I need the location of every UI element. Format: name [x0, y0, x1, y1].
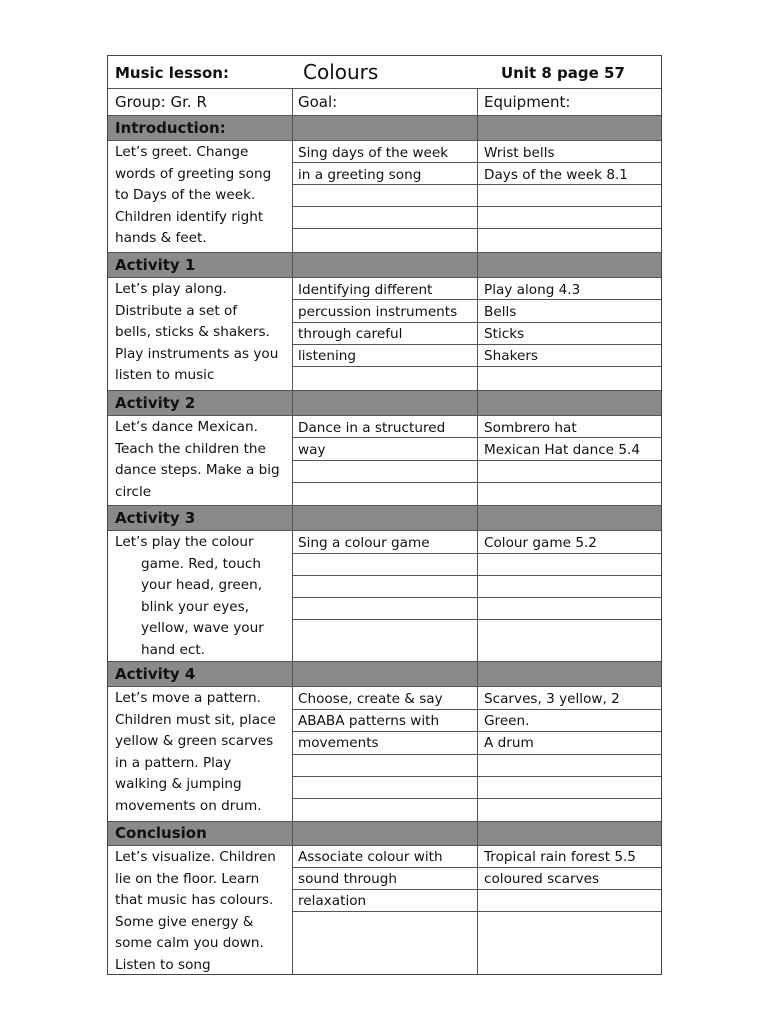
goal-line: in a greeting song — [298, 167, 422, 183]
equipment-line: Wrist bells — [484, 145, 555, 161]
section-description — [115, 279, 293, 387]
row-divider — [108, 88, 661, 89]
lesson-plan-table — [107, 55, 662, 975]
description-line: Let’s play the colour — [115, 534, 254, 550]
description-line: Let’s greet. Change — [115, 144, 249, 160]
goal-line: Dance in a structured — [298, 420, 446, 436]
description-line: Play instruments as you — [115, 345, 279, 362]
sub-row-line — [292, 731, 661, 732]
goal-line: Sing a colour game — [298, 535, 430, 551]
sub-row-line — [292, 597, 661, 598]
goal-line: Identifying different — [298, 282, 433, 298]
sub-row-line — [292, 206, 661, 207]
sub-row-line — [292, 867, 661, 868]
row-divider — [108, 821, 661, 822]
description-line: in a pattern. Play — [115, 754, 232, 771]
row-divider — [108, 115, 661, 116]
section-description — [115, 847, 293, 977]
sub-row-line — [292, 798, 661, 799]
description-line: to Days of the week. — [115, 187, 256, 204]
description-line: blink your eyes, — [141, 598, 250, 615]
sub-row-line — [292, 184, 661, 185]
equipment-line: Green. — [484, 713, 530, 729]
description-line: Some give energy & — [115, 913, 254, 930]
unit-page: Unit 8 page 57 — [501, 64, 625, 82]
sub-row-line — [292, 889, 661, 890]
equipment-label: Equipment: — [484, 93, 571, 111]
sub-row-line — [292, 460, 661, 461]
group-label: Group: Gr. R — [115, 93, 207, 111]
equipment-line: Bells — [484, 304, 517, 320]
equipment-line: Play along 4.3 — [484, 282, 581, 298]
section-description — [115, 142, 293, 250]
description-line: bells, sticks & shakers. — [115, 324, 270, 341]
lesson-label: Music lesson: — [115, 64, 229, 82]
description-line: hands & feet. — [115, 230, 207, 247]
sub-row-line — [292, 299, 661, 300]
sub-row-line — [292, 575, 661, 576]
section-description — [115, 532, 293, 662]
section-description — [115, 688, 293, 818]
description-line: listen to music — [115, 367, 215, 384]
description-line: game. Red, touch — [141, 555, 262, 572]
description-line: Listen to song — [115, 956, 211, 973]
row-divider — [108, 415, 661, 416]
section-heading: Activity 1 — [115, 256, 196, 274]
section-heading: Activity 4 — [115, 665, 196, 683]
description-line: yellow & green scarves — [115, 733, 274, 750]
description-line: words of greeting song — [115, 165, 272, 182]
row-divider — [108, 530, 661, 531]
equipment-line: A drum — [484, 735, 534, 751]
goal-label: Goal: — [298, 93, 338, 111]
sub-row-line — [292, 366, 661, 367]
row-divider — [108, 252, 661, 253]
equipment-line: Days of the week 8.1 — [484, 167, 628, 183]
description-line: hand ect. — [141, 641, 205, 658]
sub-row-line — [292, 162, 661, 163]
lesson-title: Colours — [303, 60, 379, 84]
section-heading: Activity 3 — [115, 509, 196, 527]
goal-line: through careful — [298, 326, 403, 342]
goal-line: relaxation — [298, 893, 367, 909]
sub-row-line — [292, 709, 661, 710]
description-line: circle — [115, 483, 152, 500]
row-divider — [108, 686, 661, 687]
description-line: Children identify right — [115, 208, 264, 225]
sub-row-line — [292, 553, 661, 554]
section-heading: Introduction: — [115, 119, 226, 137]
goal-line: sound through — [298, 871, 397, 887]
sub-row-line — [292, 619, 661, 620]
goal-line: movements — [298, 735, 379, 751]
sub-row-line — [292, 754, 661, 755]
equipment-line: Sticks — [484, 326, 525, 342]
row-divider — [108, 390, 661, 391]
goal-line: Associate colour with — [298, 849, 443, 865]
description-line: Let’s play along. — [115, 281, 227, 297]
description-line: movements on drum. — [115, 797, 262, 814]
section-heading: Activity 2 — [115, 394, 196, 412]
equipment-line: Shakers — [484, 348, 538, 364]
equipment-line: Mexican Hat dance 5.4 — [484, 442, 640, 458]
row-divider — [108, 845, 661, 846]
goal-line: way — [298, 442, 326, 458]
sub-row-line — [292, 482, 661, 483]
description-line: some calm you down. — [115, 935, 264, 952]
sub-row-line — [292, 228, 661, 229]
sub-row-line — [292, 344, 661, 345]
column-divider — [477, 88, 478, 975]
description-line: walking & jumping — [115, 776, 242, 793]
row-divider — [108, 505, 661, 506]
goal-line: listening — [298, 348, 356, 364]
description-line: that music has colours. — [115, 892, 274, 909]
goal-line: Sing days of the week — [298, 145, 449, 161]
row-divider — [108, 277, 661, 278]
sub-row-line — [292, 911, 661, 912]
description-line: yellow, wave your — [141, 620, 264, 637]
sub-row-line — [292, 322, 661, 323]
equipment-line: Colour game 5.2 — [484, 535, 597, 551]
description-line: Let’s dance Mexican. — [115, 419, 258, 435]
description-line: lie on the floor. Learn — [115, 870, 260, 887]
equipment-line: Sombrero hat — [484, 420, 577, 436]
description-line: Let’s move a pattern. — [115, 690, 261, 706]
description-line: your head, green, — [141, 577, 263, 594]
equipment-line: coloured scarves — [484, 871, 600, 887]
description-line: Distribute a set of — [115, 302, 238, 319]
equipment-line: Scarves, 3 yellow, 2 — [484, 691, 620, 707]
section-heading: Conclusion — [115, 824, 207, 842]
goal-line: percussion instruments — [298, 304, 458, 320]
equipment-line: Tropical rain forest 5.5 — [484, 849, 636, 865]
description-line: Let’s visualize. Children — [115, 849, 276, 865]
goal-line: Choose, create & say — [298, 691, 443, 707]
sub-row-line — [292, 437, 661, 438]
description-line: Teach the children the — [115, 440, 266, 457]
description-line: dance steps. Make a big — [115, 462, 280, 479]
goal-line: ABABA patterns with — [298, 713, 440, 729]
section-description — [115, 417, 293, 503]
row-divider — [108, 140, 661, 141]
sub-row-line — [292, 776, 661, 777]
description-line: Children must sit, place — [115, 711, 276, 728]
